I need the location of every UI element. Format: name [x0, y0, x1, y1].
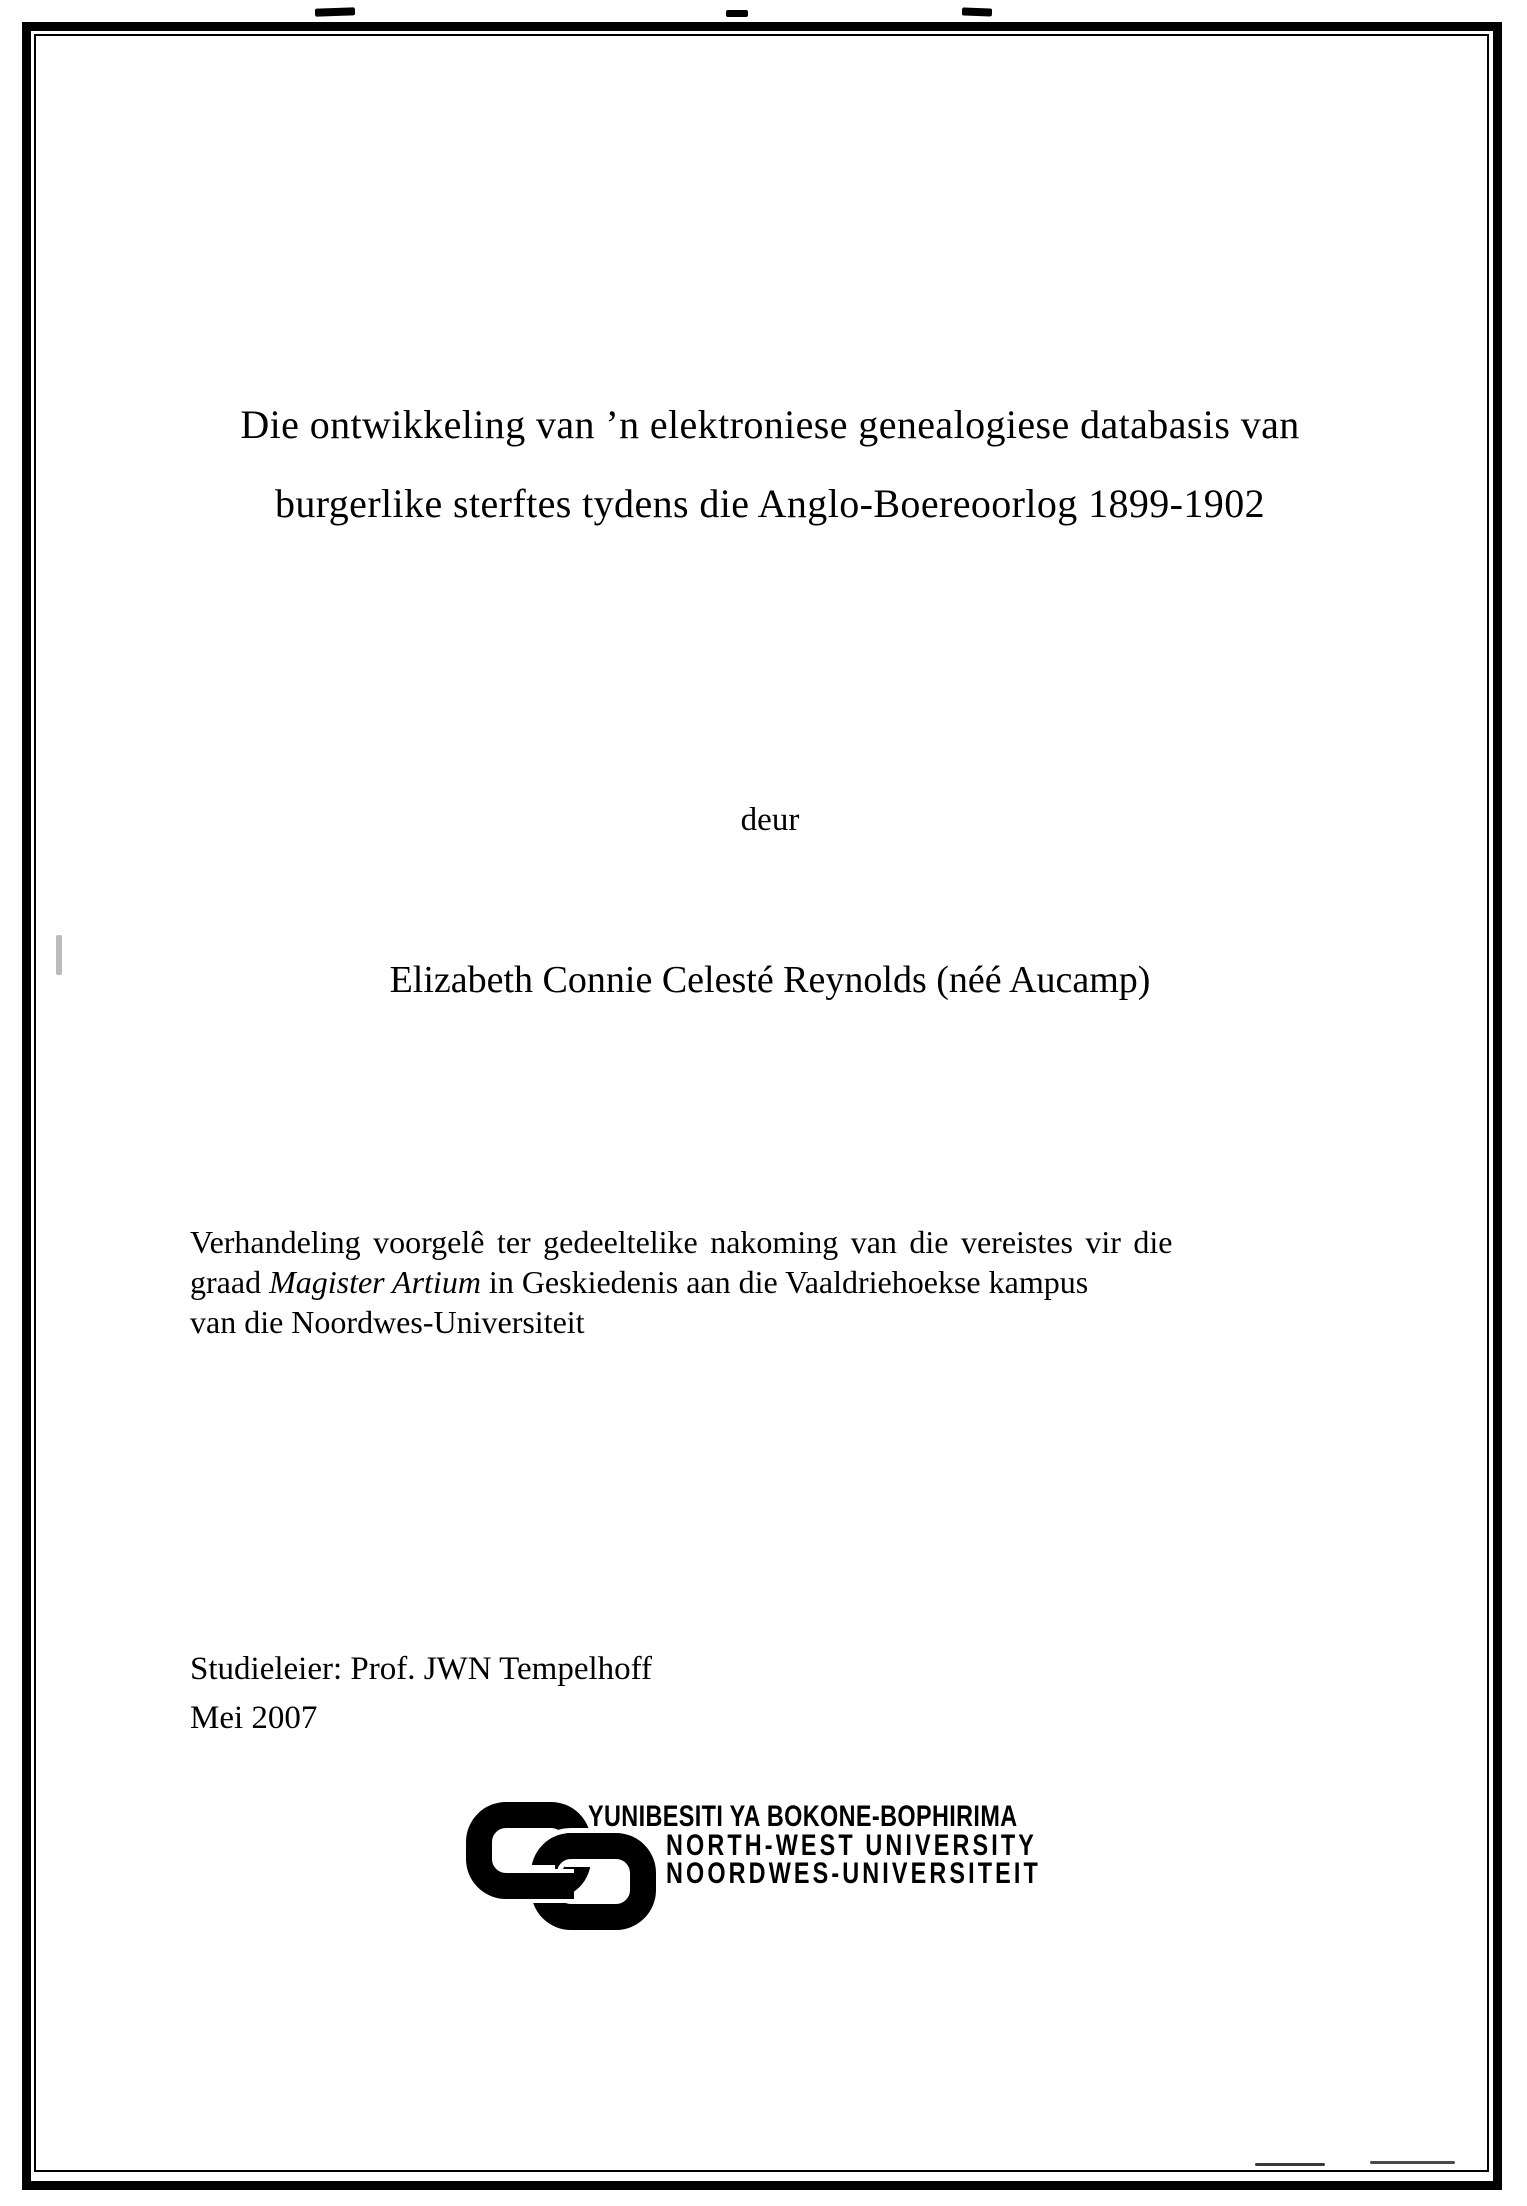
scan-artifact: [962, 7, 992, 16]
degree-statement-line2: [190, 1262, 1350, 1302]
nwu-wordmark-afrikaans: NOORDWES-UNIVERSITEIT: [666, 1857, 1041, 1890]
nwu-wordmark-english: NORTH-WEST UNIVERSITY: [666, 1828, 1038, 1862]
thesis-title-line2: burgerlike sterftes tydens die Anglo-Boereoorlog 1899-1902: [274, 481, 1266, 526]
degree-name-italic: Magister Artium: [269, 1264, 481, 1300]
byline: deur: [740, 802, 800, 838]
thesis-title-line1: Die ontwikkeling van ’n elektroniese genealogiese databasis van: [240, 402, 1300, 447]
degree-statement-line2-post: in Geskiedenis aan die Vaaldriehoekse kampus: [480, 1264, 1089, 1300]
nwu-wordmark: [588, 1800, 1041, 1890]
author-name: Elizabeth Connie Celesté Reynolds (néé Aucamp): [389, 959, 1151, 1001]
scan-artifact: [315, 7, 355, 16]
supervisor-line: Studieleier: Prof. JWN Tempelhoff: [190, 1651, 653, 1687]
thesis-title: [160, 385, 1380, 543]
date-line: Mei 2007: [190, 1700, 318, 1736]
degree-statement: [190, 1222, 1350, 1342]
scan-artifact: [1370, 2161, 1455, 2164]
scan-artifact: [726, 10, 748, 17]
scan-artifact: [56, 935, 62, 975]
degree-statement-line2-pre: graad: [190, 1264, 270, 1300]
north-west-university-logo: [466, 1800, 1106, 1935]
degree-statement-line1: Verhandeling voorgelê ter gedeeltelike nakoming van die vereistes vir die: [190, 1224, 1173, 1260]
nwu-wordmark-setswana: YUNIBESITI YA BOKONE-BOPHIRIMA: [588, 1800, 1018, 1833]
supervisor-block: [190, 1645, 1090, 1743]
degree-statement-line3: van die Noordwes-Universiteit: [190, 1304, 585, 1340]
scan-artifact: [1255, 2163, 1325, 2166]
